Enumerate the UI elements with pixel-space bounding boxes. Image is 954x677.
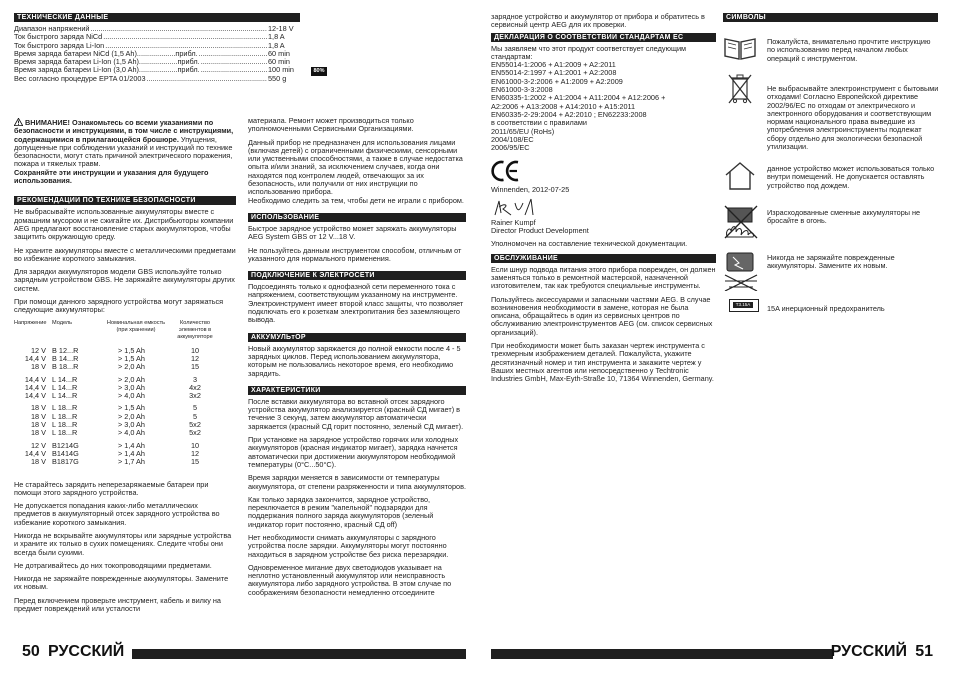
- battery-table-cell: L 18...R: [52, 428, 78, 438]
- battery-table-cell: 14,4 V: [24, 374, 46, 384]
- warning-bold-text: Ознакомьтесь со всеми указаниями по безопасности и инструкциями, в том числе с инструкциями, содержащимися в прилагающейся брошюре.: [14, 118, 234, 144]
- col2-p2: Необходимо следить за тем, чтобы дети не играли с прибором.: [248, 195, 464, 205]
- tech-data-header: ТЕХНИЧЕСКИЕ ДАННЫЕ: [14, 13, 300, 22]
- use-p2: Не пользуйтесь данным инструментом способом, отличным от указанного для нормального применения.: [248, 245, 462, 263]
- right-p0: зарядное устройство и аккумулятор от прибора и обратитесь в сервисный центр AEG для их проверки.: [491, 12, 705, 30]
- battery-table-cell: L 18...R: [52, 411, 78, 421]
- battery-table-head-cell: Напряжение: [14, 319, 47, 326]
- battery-table-head-cell: Модель: [52, 319, 73, 326]
- standard-item: EN55014-1:2006 + A1:2009 + A2:2011: [491, 60, 616, 70]
- battery-table-cell: > 2,0 Ah: [118, 374, 145, 384]
- safety-p5: Не старайтесь зарядить неперезаряжаемые батареи при помощи этого зарядного устройства.: [14, 479, 209, 497]
- tech-data-section: [14, 13, 300, 83]
- standard-item: 2004/108/EC: [491, 134, 534, 144]
- safety-p2: Не храните аккумуляторы вместе с металлическими предметами во избежание короткого замыкания.: [14, 245, 236, 263]
- battery-table-cell: B 12...R: [52, 345, 79, 355]
- battery-table-cell: B 14...R: [52, 353, 79, 363]
- page-number-right: 51: [915, 643, 933, 660]
- use-p1: Быстрое зарядное устройство может заряжать аккумуляторы AEG System GBS от 12 V...18 V.: [248, 223, 457, 242]
- safety-p3: Для зарядки аккумуляторов модели GBS используйте только зарядным устройством GBS. Не заряжайте аккумуляторы других систем.: [14, 267, 235, 293]
- declaration-p1: Мы заявляем что этот продукт соответствует следующим стандартам:: [491, 43, 687, 61]
- language-right: РУССКИЙ: [830, 643, 907, 660]
- battery-table-cell: 5x2: [189, 428, 201, 438]
- connection-header: ПОДКЛЮЧЕНИЕ К ЭЛЕКТРОСЕТИ: [248, 271, 466, 280]
- battery-table-cell: 15: [190, 457, 200, 467]
- tech-row-label: Диапазон напряжений: [14, 24, 90, 33]
- signer-name: Rainer Kumpf: [491, 217, 536, 227]
- tech-row-label: Время заряда батареи NiCd (1,5 Ah)...................прибл.: [14, 48, 198, 58]
- tech-row-label: Ток быстрого заряда Li-Ion: [14, 40, 105, 50]
- warning-keep: Сохраняйте эти инструкции и указания для будущего использования.: [14, 167, 209, 186]
- signature-image: [491, 197, 716, 219]
- standard-item: в соответствии с правилами: [491, 118, 587, 128]
- tech-row-value: 1,8 A: [268, 32, 285, 42]
- tech-row-value: 60 min: [268, 57, 290, 67]
- char-p3: Время зарядки меняется в зависимости от температуры аккумулятора, от степени разряженности и типа аккумуляторов.: [248, 473, 466, 491]
- language-left: РУССКИЙ: [48, 643, 125, 660]
- battery-table-head-cell: Номинальная емкость (при хранении): [106, 319, 166, 333]
- symbol-text-fire: Израсходованные сменные аккумуляторы не бросайте в огонь.: [767, 208, 921, 226]
- symbol-text-house: данное устройство может использоваться только внутри помещений. Не допускается оставлять устройство под дождем.: [767, 164, 935, 190]
- tech-row-value: 60 min: [268, 48, 290, 58]
- battery-table-cell: 5: [192, 411, 198, 421]
- safety-header: РЕКОМЕНДАЦИИ ПО ТЕХНИКЕ БЕЗОПАСНОСТИ: [14, 196, 236, 205]
- battery-table-cell: > 1,5 Ah: [118, 403, 145, 413]
- battery-table-cell: > 1,4 Ah: [118, 448, 145, 458]
- battery-table-cell: 18 V: [30, 362, 46, 372]
- service-header: ОБСЛУЖИВАНИЕ: [491, 254, 716, 263]
- battery-header: АККУМУЛЬтОР: [248, 333, 466, 342]
- service-p3: При необходимости может быть заказан чертеж инструмента с трехмерным изображением деталей. Пожалуйста, укажите десятизначный номер и тип инструмента и закажите чертеж у Ваших местных агентов или непосредственно у Techtronic Industries GmbH, Max-Eyth-Straße 10, 71364 Winnenden, Germany.: [491, 341, 714, 384]
- standard-item: EN61000-3-3:2008: [491, 85, 553, 95]
- left-column-1: [14, 118, 236, 618]
- badge-80: 80%: [311, 67, 327, 76]
- signer-title: Director Product Development: [491, 226, 589, 236]
- char-p5: Нет необходимости снимать аккумуляторы с зарядного устройства после зарядки. Аккумуляторы могут постоянно находиться в зарядном устройстве без риска перезарядки.: [248, 532, 449, 559]
- warning-text: Упущения, допущенные при соблюдении указаний и инструкций по технике безопасности, могут стать причиной электрического поражения, пожара и тяжелых травм.: [14, 134, 233, 169]
- characteristics-header: ХАРАКТЕРИСТИКИ: [248, 386, 466, 395]
- fuse-icon: [729, 299, 759, 312]
- authorized-text: Уполномочен на составление технической документации.: [491, 239, 688, 249]
- battery-table-row: [14, 429, 222, 437]
- battery-table-head: [14, 320, 222, 341]
- battery-table-cell: > 1,5 Ah: [118, 353, 145, 363]
- battery-table-cell: > 4,0 Ah: [118, 391, 145, 401]
- house-icon: [723, 161, 759, 189]
- battery-table-cell: 18 V: [30, 403, 46, 413]
- battery-p1: Новый аккумулятор заряжается до полной емкости после 4 - 5 зарядных циклов. Перед использованием аккумулятора, которым не пользовались некоторое время, его необходимо зарядить.: [248, 343, 461, 378]
- declaration-date: Winnenden, 2012-07-25: [491, 185, 570, 195]
- battery-table-cell: 12: [190, 353, 200, 363]
- safety-p6: Не допускается попадания каких-либо металлических предметов в аккумуляторный отсек зарядного устройства во избежание короткого замыкания.: [14, 501, 220, 527]
- battery-table-cell: 18 V: [30, 428, 46, 438]
- symbol-text-damaged: Никогда не заряжайте поврежденные аккумуляторы. Замените их новым.: [767, 253, 895, 271]
- tech-row-label: Ток быстрого заряда NiCd: [14, 32, 103, 42]
- tech-row-leader: [199, 50, 267, 58]
- standard-item: 2006/95/EC: [491, 143, 530, 153]
- connection-p1: Подсоединять только к однофазной сети переменного тока с напряжением, соответствующим указанному на инструменте. Электроинструмент имеет второй класс защиты, что позволяет подключать его к розеткам электропитания без заземляющего вывода.: [248, 282, 464, 325]
- warning-title: ВНИМАНИЕ!: [25, 118, 70, 127]
- battery-table-cell: > 2,0 Ah: [118, 362, 145, 372]
- battery-table-cell: > 1,7 Ah: [118, 457, 145, 467]
- damaged-battery-icon: [723, 251, 759, 279]
- battery-table-cell: > 1,5 Ah: [118, 345, 145, 355]
- tech-row-label: Вес согласно процедуре EPTA 01/2003: [14, 73, 146, 83]
- crossed-bin-icon: [723, 71, 759, 99]
- page-number-left: 50: [22, 643, 40, 660]
- warning-block: [14, 118, 236, 185]
- safety-p1: Не выбрасывайте использованные аккумуляторы вместе с домашним мусором и не сжигайте их. Дистрибьюторы компании AEG предлагают восстановление старых аккумуляторов, чтобы защитить окружающую среду.: [14, 207, 234, 242]
- footer-bar-left: [132, 649, 466, 659]
- battery-table-cell: 12 V: [30, 440, 46, 450]
- tech-row-leader: [201, 66, 267, 74]
- battery-table-row: [14, 392, 222, 400]
- battery-table-cell: 14,4 V: [24, 448, 46, 458]
- right-column-1: [491, 13, 716, 389]
- battery-table-cell: 14,4 V: [24, 353, 46, 363]
- tech-row-leader: [147, 75, 267, 83]
- battery-table-cell: 5: [192, 403, 198, 413]
- symbol-text-book: Пожалуйста, внимательно прочтите инструкцию по использованию перед началом любых операций с инструментом.: [767, 37, 931, 63]
- ce-mark-icon: [491, 160, 716, 182]
- declaration-header: ДЕКЛАРАЦИЯ О СООТВЕТСТВИИ СТАНДАРТАМ ЕС: [491, 33, 716, 42]
- tech-row-leader: [103, 33, 267, 41]
- battery-table-cell: > 1,4 Ah: [118, 440, 145, 450]
- battery-table-row: [14, 363, 222, 371]
- tech-row-value: 12-18 V: [268, 24, 294, 33]
- tech-row-leader: [90, 25, 267, 33]
- battery-table-cell: B1817G: [52, 457, 79, 467]
- service-p1: Если шнур подвода питания этого прибора поврежден, он должен заменяться только в ремонтной мастерской, назначенной изготовителем, так как требуются специальные инструменты.: [491, 264, 716, 291]
- battery-table-cell: 18 V: [30, 457, 46, 467]
- char-p1: После вставки аккумулятора во вставной отсек зарядного устройства аккумулятор анализируется (красный СД мигает) в течение 3 секунд, затем аккумулятор автоматически заряжается (красный СД горит постоянно, зеленый СД мигает).: [248, 396, 464, 431]
- battery-table-cell: 12 V: [30, 345, 46, 355]
- battery-table-cell: 5x2: [189, 420, 201, 430]
- tech-row-value: 550 g: [268, 73, 287, 83]
- battery-table-cell: > 2,0 Ah: [118, 411, 145, 421]
- battery-table-cell: 18 V: [30, 420, 46, 430]
- battery-table-cell: 3: [192, 374, 198, 384]
- symbol-text-bin: Не выбрасывайте электроинструмент с бытовыми отходами! Согласно Европейской директиве 2002/96/EC по отходам от электрического и электронного оборудования и соответствующим нормам национального права выведшие из употребления электроинструменты подлежат сбору отдельно для экологически безопасной утилизации.: [767, 84, 939, 152]
- right-footer: [491, 643, 943, 659]
- standard-item: 2011/65/EU (RoHs): [491, 126, 555, 136]
- battery-table-cell: L 18...R: [52, 403, 78, 413]
- battery-table-cell: 3x2: [189, 391, 201, 401]
- battery-fire-icon: [723, 205, 759, 233]
- battery-table-head-cell: Количество элементов в аккумуляторе: [177, 319, 213, 340]
- tech-row-value: 1,8 A: [268, 40, 285, 50]
- standard-item: A2:2006 + A13:2008 + A14:2010 + A15:2011: [491, 101, 636, 111]
- battery-table-cell: > 3,0 Ah: [118, 420, 145, 430]
- fuse-label: T3.15A: [733, 302, 753, 308]
- battery-table-cell: > 4,0 Ah: [118, 428, 145, 438]
- char-p4: Как только зарядка закончится, зарядное устройство, переключается в режим "капельной" подзарядки для поддержания полного заряда аккумуляторов (зеленый индикатор горит постоянно, красный СД off): [248, 494, 434, 529]
- battery-table-cell: B1414G: [52, 448, 79, 458]
- battery-table-cell: L 14...R: [52, 391, 78, 401]
- use-header: ИСПОЛЬЗОВАНИЕ: [248, 213, 466, 222]
- battery-table: [14, 320, 236, 471]
- standard-item: EN60335-1:2002 + A1:2004 + A11:2004 + A12:2006 +: [491, 93, 666, 103]
- battery-table-row: [14, 458, 222, 466]
- battery-table-cell: 14,4 V: [24, 391, 46, 401]
- safety-p4: При помощи данного зарядного устройства могут заряжаться следующие аккумуляторы:: [14, 297, 224, 315]
- col2-p0: материала. Ремонт может производиться только уполномоченными Сервисными Организациями.: [248, 116, 414, 134]
- safety-p9: Никогда не заряжайте поврежденные аккумуляторы. Замените их новым.: [14, 574, 229, 592]
- battery-table-cell: L 18...R: [52, 420, 78, 430]
- battery-table-cell: B1214G: [52, 440, 79, 450]
- symbols-section: [723, 13, 939, 313]
- book-icon: [723, 35, 759, 63]
- battery-table-cell: 12: [190, 448, 200, 458]
- left-column-2: [248, 117, 466, 602]
- battery-table-cell: 15: [190, 362, 200, 372]
- symbols-header: СИМВОЛЫ: [723, 13, 938, 22]
- battery-table-cell: > 3,0 Ah: [118, 382, 145, 392]
- standard-item: EN60335-2-29:2004 + A2:2010 ; EN62233:2008: [491, 109, 647, 119]
- tech-data-rows: [14, 25, 300, 83]
- tech-row-leader: [201, 58, 267, 66]
- safety-p8: Не дотрагивайтесь до них токопроводящими предметами.: [14, 560, 212, 570]
- symbol-text-fuse: 15A инерционный предохранитель: [767, 304, 885, 313]
- battery-table-cell: 14,4 V: [24, 382, 46, 392]
- service-p2: Пользуйтесь аксессуарами и запасными частями AEG. В случае возникновения необходимости в замене, которая не была описана, обращайтесь в один из сервисных центров по обслуживанию электроинструментов AEG (см. список сервисных организаций).: [491, 294, 713, 337]
- char-p2: При установке на зарядное устройство горячих или холодных аккумуляторов (красная индикатор мигает), зарядка начнется автоматически при достижении аккумулятором необходимой температуры (0°C...50°C).: [248, 435, 459, 469]
- safety-p10: Перед включением проверьте инструмент, кабель и вилку на предмет повреждений или усталости: [14, 595, 221, 614]
- footer-bar-right: [491, 649, 833, 659]
- tech-row: [14, 75, 300, 83]
- tech-row-label: Время заряда батареи Li-Ion (3,0 Ah)...................прибл.: [14, 65, 200, 75]
- standard-item: EN55014-2:1997 + A1:2001 + A2:2008: [491, 68, 617, 78]
- col2-p1: Данный прибор не предназначен для использования лицами (включая детей) с ограниченными физическими, сенсорными или умственными способностями, а также в случае недостатка опыта и/или знаний, за исключением случаев, когда они находятся под контролем людей, отвечающих за их безопасность, или получили от них инструкции по использованию прибора.: [248, 137, 463, 197]
- char-p6: Одновременное мигание двух светодиодов указывает на неплотно установленный аккумулятор или неисправность аккумулятора либо зарядного устройства. В этом случае по соображениям безопасности немедленно отсоедините: [248, 562, 452, 597]
- tech-row-label: Время заряда батареи Li-Ion (1,5 Ah)...................прибл.: [14, 57, 200, 67]
- safety-p7: Никогда не вскрывайте аккумуляторы или зарядные устройства и храните их только в сухих помещениях. Следите чтобы они всегда были сухими.: [14, 530, 232, 557]
- battery-table-cell: L 14...R: [52, 382, 78, 392]
- standard-item: EN61000-3-2:2006 + A1:2009 + A2:2009: [491, 76, 623, 86]
- battery-table-cell: L 14...R: [52, 374, 78, 384]
- left-footer: [14, 643, 466, 659]
- battery-table-cell: 4x2: [189, 382, 201, 392]
- standards-list: [491, 61, 716, 152]
- battery-table-cell: B 18...R: [52, 362, 79, 372]
- tech-row-value: 100 min: [268, 65, 294, 75]
- battery-table-cell: 18 V: [30, 411, 46, 421]
- battery-table-cell: 10: [190, 345, 200, 355]
- battery-table-cell: 10: [190, 440, 200, 450]
